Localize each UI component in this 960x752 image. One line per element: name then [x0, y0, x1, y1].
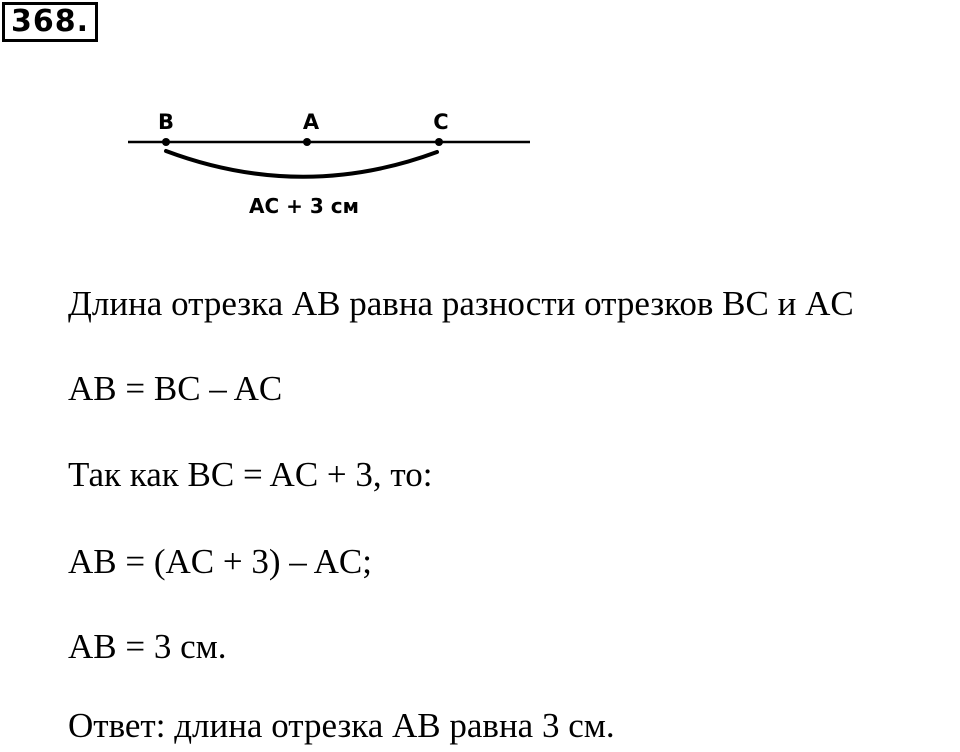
- solution-line-1: Длина отрезка AB равна разности отрезков BC и AC: [68, 284, 854, 323]
- bc-arc: [166, 151, 437, 177]
- solution-line-4: AB = (AC + 3) – AC;: [68, 542, 372, 581]
- answer-line: Ответ: длина отрезка AB равна 3 см.: [68, 706, 615, 745]
- arc-label: AC + 3 см: [249, 194, 359, 218]
- point-b-label: B: [157, 110, 175, 134]
- solution-line-3: Так как BC = AC + 3, то:: [68, 455, 433, 494]
- segment-diagram: [0, 95, 560, 225]
- point-c-label: C: [433, 110, 449, 134]
- point-b: [162, 138, 170, 146]
- solution-line-5: AB = 3 см.: [68, 627, 227, 666]
- point-c: [435, 138, 443, 146]
- point-a: [303, 138, 311, 146]
- point-a-label: A: [302, 110, 320, 134]
- problem-number: 368.: [2, 2, 98, 42]
- solution-line-2: AB = BC – AC: [68, 369, 283, 408]
